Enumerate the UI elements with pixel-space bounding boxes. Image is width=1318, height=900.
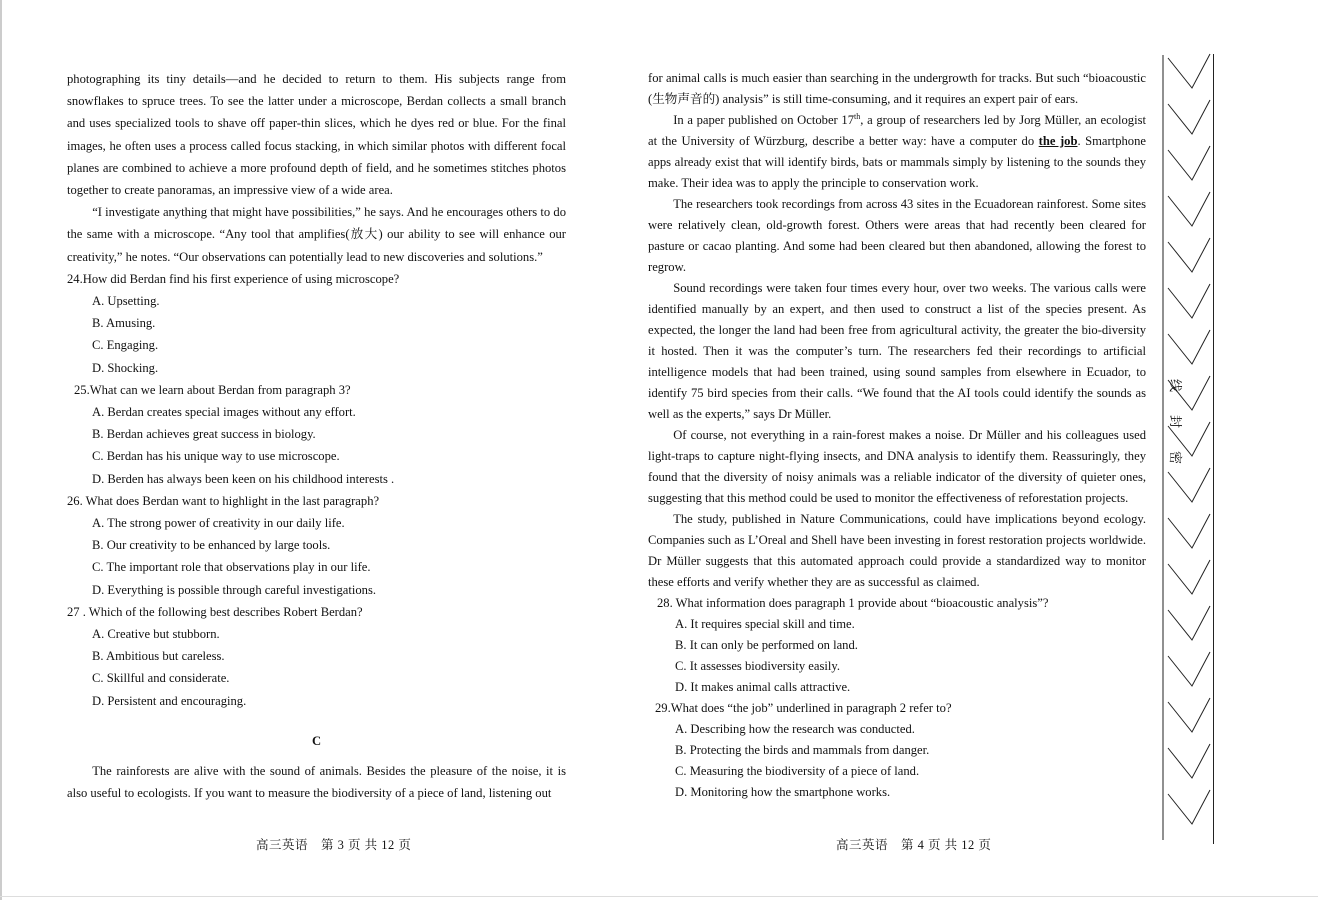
paragraph-2-text-c: . Smartphone apps already exist that will identify birds, bats or mammals simply by listening to the sounds they make. Their idea was to apply the principle to conservation work. [648, 134, 1146, 190]
chevron-mark [1168, 514, 1210, 548]
passage-c-paragraph-2 [648, 110, 1146, 194]
option-c: C. Measuring the biodiversity of a piece of land. [675, 764, 920, 778]
passage-b-last-paragraph: “I investigate anything that might have possibilities,” he says. And he encourages others to do the same with a microscope. “Any tool that amplifies(放大) our ability to see will enhance our creativity,” he notes. “Our observations can potentially lead to new discoveries and solutions.” [67, 205, 566, 264]
question-stem: 29.What does “the job” underlined in paragraph 2 refer to? [655, 701, 952, 715]
passage-b-paragraph-continued: photographing its tiny details—and he decided to return to them. His subjects range from snowflakes to spruce trees. To see the latter under a microscope, Berdan collects a small branch and uses specialized tools to shave off paper-thin slices, which he dyes red or blue. For the final images, he often uses a process called focus stacking, in which similar photos with different focal planes are combined to achieve a more profound depth of field, and he sometimes stitches photos together to create panoramas, an impressive view of a wide area. [67, 72, 566, 198]
question-27 [67, 601, 566, 712]
seal-char-feng: 封 [1168, 415, 1183, 429]
option-c: C. Engaging. [92, 338, 159, 353]
section-heading-c: C [311, 733, 322, 748]
left-page-edge [0, 0, 2, 900]
option-a: A. Describing how the research was conducted. [675, 722, 915, 736]
left-page-column [67, 68, 566, 805]
seal-line-label [1168, 368, 1182, 476]
option-b: B. Protecting the birds and mammals from danger. [675, 743, 930, 757]
option-d: D. It makes animal calls attractive. [675, 680, 851, 694]
right-page-footer: 高三英语 第 4 页 共 12 页 [836, 838, 992, 852]
question-stem: 24.How did Berdan find his first experience of using microscope? [67, 271, 400, 286]
option-b: B. Ambitious but careless. [92, 649, 225, 664]
question-stem: 26. What does Berdan want to highlight in the last paragraph? [67, 493, 380, 508]
option-d: D. Persistent and encouraging. [92, 693, 247, 708]
option-a: A. Berdan creates special images without any effort. [92, 405, 356, 420]
chevron-mark [1168, 238, 1210, 272]
option-a: A. The strong power of creativity in our daily life. [92, 516, 345, 531]
question-24 [67, 268, 566, 379]
chevron-mark [1168, 560, 1210, 594]
question-stem: 27 . Which of the following best describes Robert Berdan? [67, 604, 363, 619]
page-bottom-edge [0, 896, 1318, 897]
binding-line [1213, 54, 1214, 844]
seal-char-mi: 密 [1168, 451, 1183, 465]
paragraph-2-text-b: , a group of researchers led by Jorg Müller, an ecologist at the University of Würzburg, describe a better way: have a computer do [648, 113, 1146, 148]
chevron-mark [1168, 606, 1210, 640]
passage-c-paragraph-5: Of course, not everything in a rain-forest makes a noise. Dr Müller and his colleagues used light-traps to capture night-flying insects, and DNA analysis to identify them. Reassuringly, they found that the diversity of noisy animals was a reliable indicator of the diversity of quieter ones, suggesting that this method could be used to monitor the effectiveness of reforestation projects. [648, 428, 1146, 505]
option-c: C. Berdan has his unique way to use microscope. [92, 449, 340, 464]
option-a: A. Upsetting. [92, 294, 160, 309]
chevron-mark [1168, 652, 1210, 686]
chevron-mark [1168, 284, 1210, 318]
option-c: C. Skillful and considerate. [92, 671, 230, 686]
option-d: D. Shocking. [92, 360, 159, 375]
question-26 [67, 490, 566, 601]
ordinal-suffix: th [854, 111, 861, 121]
chevron-mark [1168, 790, 1210, 824]
chevron-mark [1168, 54, 1210, 88]
option-b: B. Berdan achieves great success in biology. [92, 427, 316, 442]
option-d: D. Everything is possible through careful investigations. [92, 582, 377, 597]
option-b: B. Amusing. [92, 316, 156, 331]
chevron-mark [1168, 744, 1210, 778]
question-stem: 28. What information does paragraph 1 provide about “bioacoustic analysis”? [657, 596, 1049, 610]
option-b: B. Our creativity to be enhanced by large tools. [92, 538, 331, 553]
option-d: D. Monitoring how the smartphone works. [675, 785, 891, 799]
chevron-mark [1168, 146, 1210, 180]
chevron-mark [1168, 192, 1210, 226]
right-page-column [648, 68, 1146, 803]
passage-c-paragraph-3: The researchers took recordings from across 43 sites in the Ecuadorean rainforest. Some sites were relatively clean, old-growth forest. Others were areas that had recently been cleared for pasture or cacao planting. And some had been cleared but then abandoned, allowing the forest to regrow. [648, 197, 1146, 274]
option-b: B. It can only be performed on land. [675, 638, 858, 652]
passage-c-paragraph-4: Sound recordings were taken four times every hour, over two weeks. The various calls were identified manually by an expert, and then used to construct a list of the species present. As expected, the longer the land had been free from agricultural activity, the greater the bio-diversity it hosted. Then it was the computer’s turn. The researchers fed their recordings to artificial intelligence models that had been trained, using sound samples from elsewhere in Ecuador, to identify 75 bird species from their calls. “We found that the AI tools could identify the sounds as well as the experts,” says Dr Müller. [648, 281, 1146, 421]
question-25 [67, 379, 566, 490]
passage-c-paragraph-1: The rainforests are alive with the sound of animals. Besides the pleasure of the noise, it is also useful to ecologists. If you want to measure the biodiversity of a piece of land, listening out [67, 764, 566, 801]
chevron-mark [1168, 698, 1210, 732]
chevron-mark [1168, 330, 1210, 364]
option-a: A. It requires special skill and time. [675, 617, 855, 631]
option-c: C. It assesses biodiversity easily. [675, 659, 840, 673]
paragraph-2-text-a: In a paper published on October 17 [673, 113, 855, 127]
chevron-mark [1168, 100, 1210, 134]
question-stem: 25.What can we learn about Berdan from paragraph 3? [74, 382, 351, 397]
option-a: A. Creative but stubborn. [92, 627, 220, 642]
passage-c-paragraph-6: The study, published in Nature Communications, could have implications beyond ecology. Companies such as L’Oreal and Shell have been investing in forest restoration projects worldwide. Dr Müller suggests that this automated approach could provide a standardized way to monitor these efforts and verify whether they are as successful as claimed. [648, 512, 1146, 589]
option-c: C. The important role that observations play in our life. [92, 560, 371, 575]
underlined-the-job: the job [1038, 134, 1078, 148]
option-d: D. Berden has always been keen on his childhood interests . [92, 471, 395, 486]
seal-char-xian: 线 [1168, 379, 1183, 393]
question-29 [648, 698, 1146, 803]
left-page-footer: 高三英语 第 3 页 共 12 页 [256, 838, 412, 852]
question-28 [648, 593, 1146, 698]
passage-c-paragraph-1-continued: for animal calls is much easier than searching in the undergrowth for tracks. But such “bioacoustic (生物声音的) analysis” is still time-consuming, and it requires an expert pair of ears. [648, 71, 1146, 106]
